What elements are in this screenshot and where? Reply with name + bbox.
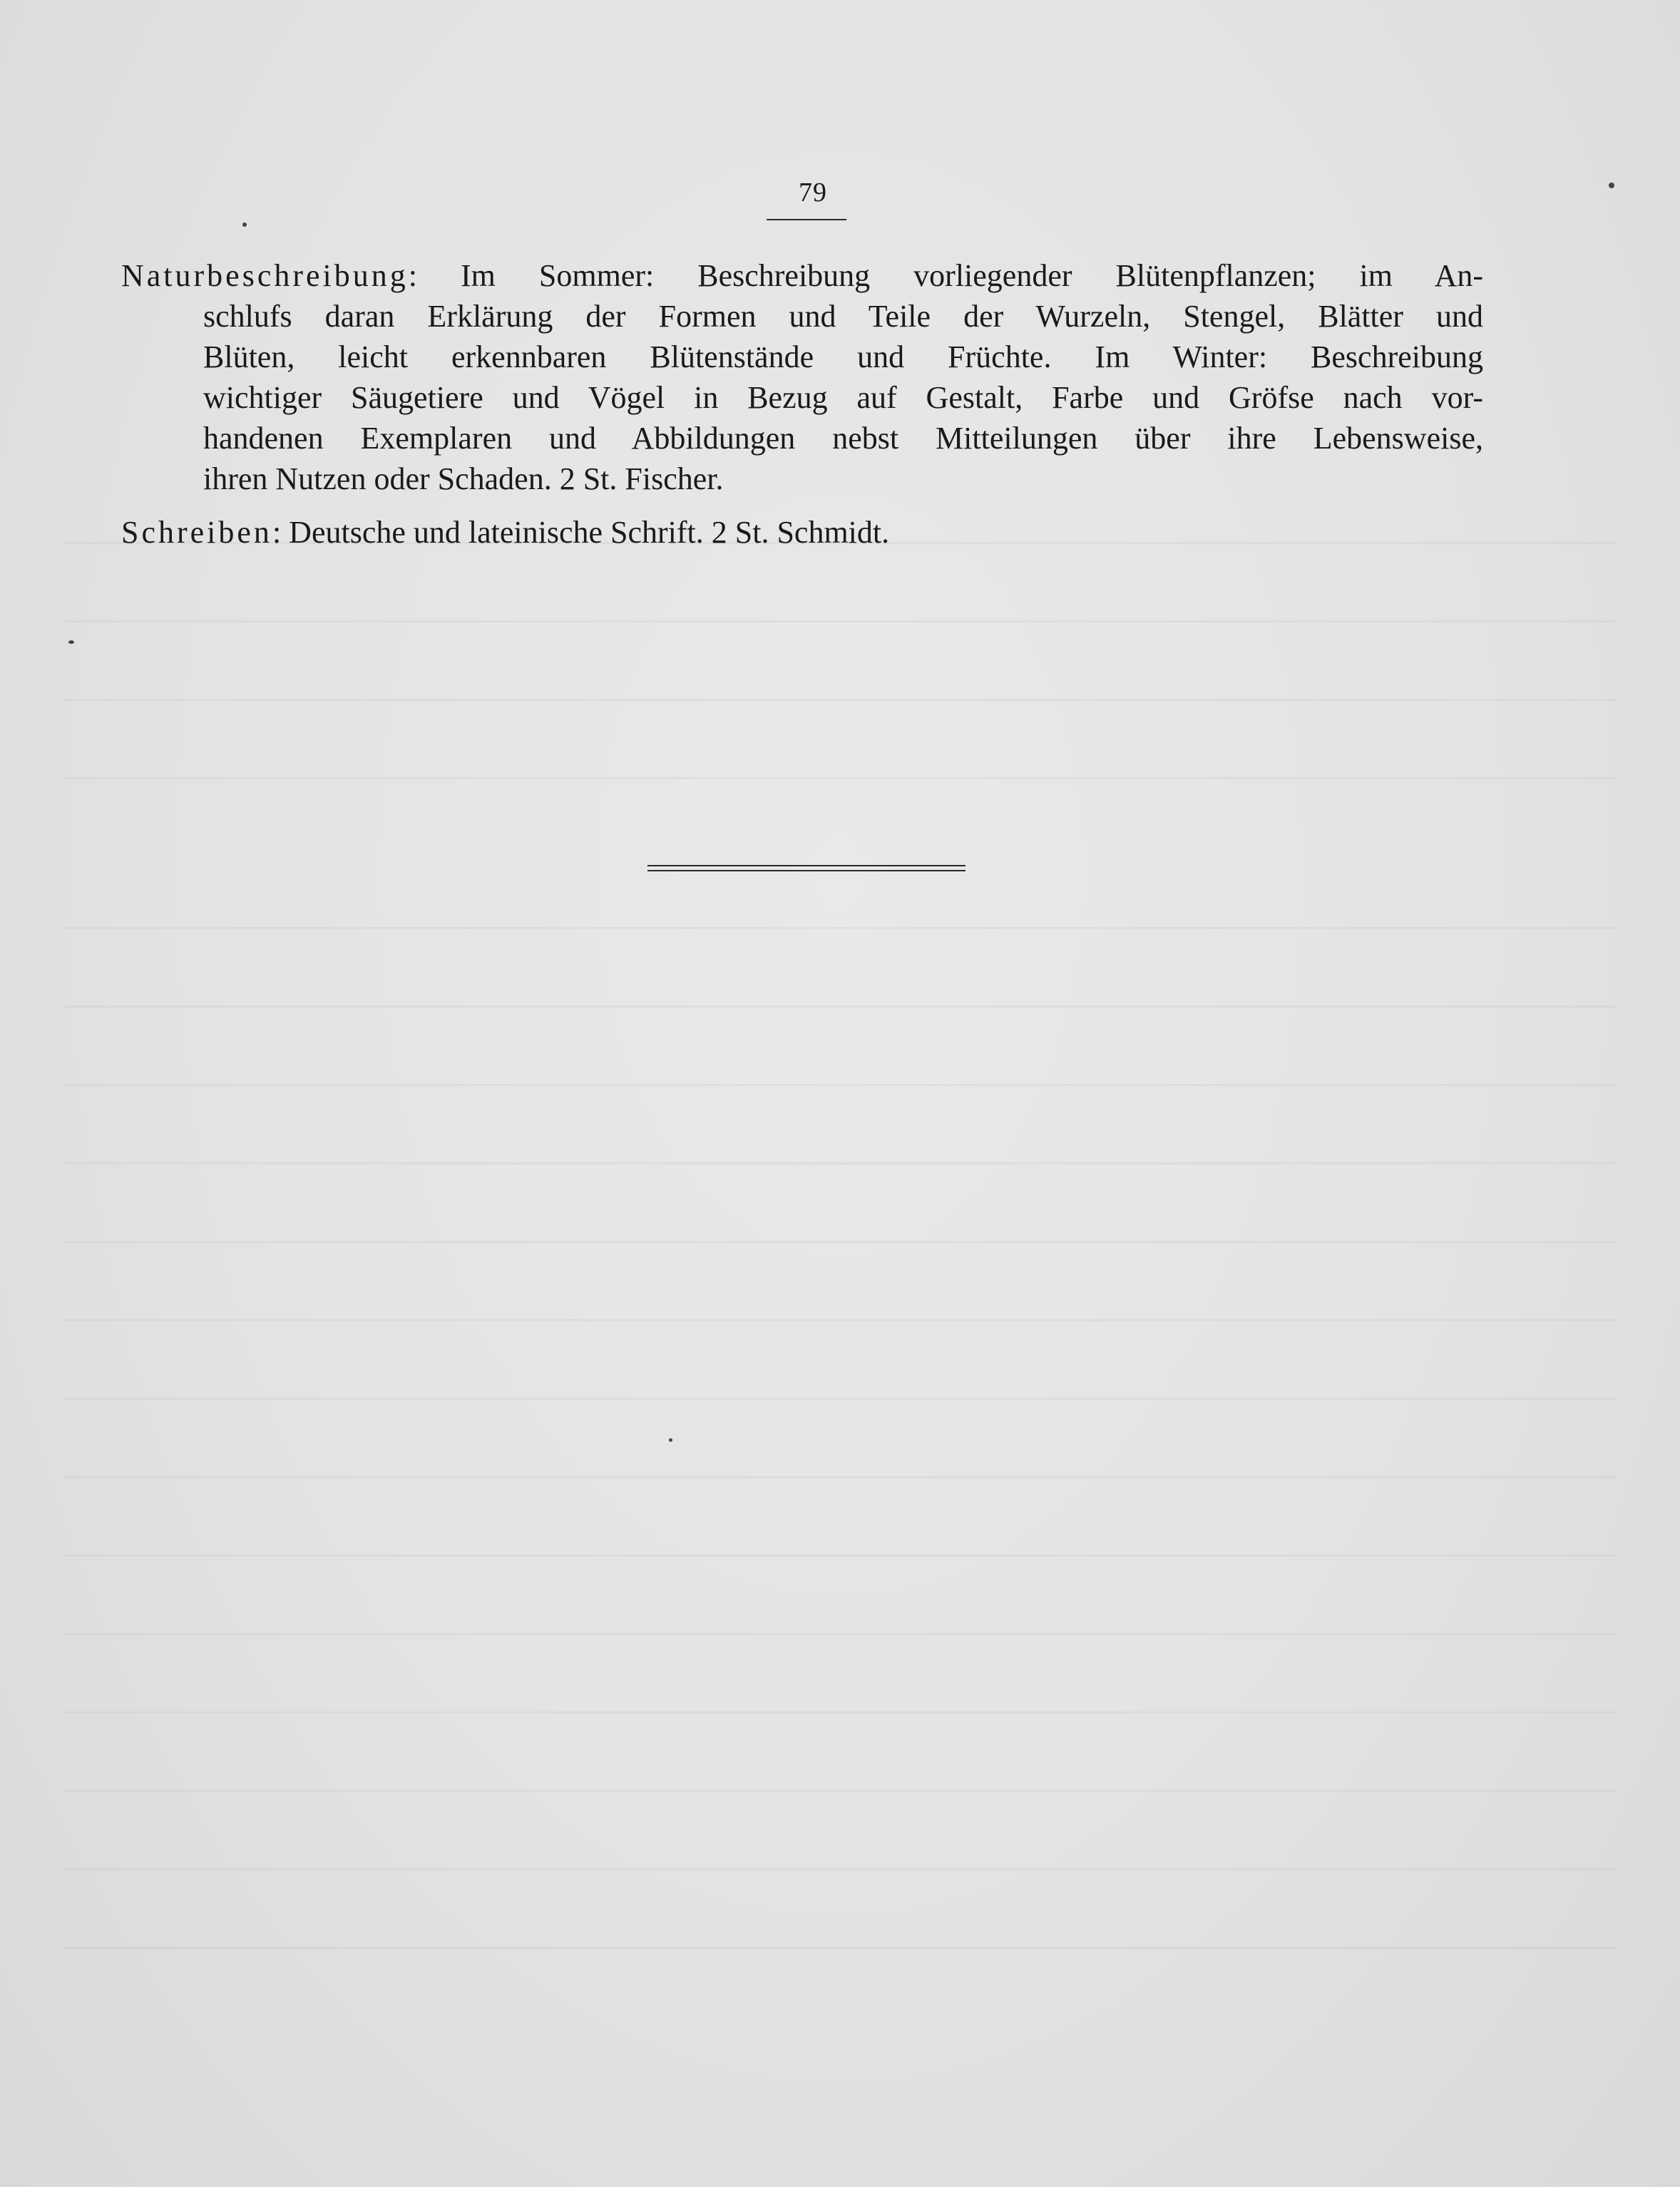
- separator-rule: [647, 870, 966, 871]
- entry-line: wichtiger Säugetiere und Vögel in Bezug auf Gestalt, Farbe und Gröfse nach vor-: [203, 380, 1483, 415]
- entry-line: [121, 255, 1483, 296]
- entry-line: ihren Nutzen oder Schaden. 2 St. Fischer.: [203, 461, 724, 496]
- bleed-through-line: [64, 1633, 1616, 1635]
- bleed-through-line: [64, 927, 1616, 929]
- bleed-through-line: [64, 1398, 1616, 1400]
- entry-text: : Deutsche und lateinische Schrift. 2 St. Schmidt.: [272, 515, 890, 550]
- page-number-rule: [767, 219, 846, 220]
- bleed-through-line: [64, 1162, 1616, 1164]
- print-speck: [1609, 183, 1614, 188]
- entry-line: [121, 512, 1483, 553]
- entry-line: Blüten, leicht erkennbaren Blütenstände und Früchte. Im Winter: Beschreibung: [203, 339, 1483, 374]
- bleed-through-line: [64, 1790, 1616, 1792]
- entry-heading: Naturbeschreibung: [121, 258, 409, 293]
- double-rule-separator: [647, 865, 966, 872]
- bleed-through-line: [64, 1005, 1616, 1008]
- bleed-through-line: [64, 1555, 1616, 1557]
- entry-heading: Schreiben: [121, 515, 272, 550]
- bleed-through-line: [64, 1711, 1616, 1714]
- print-speck: [242, 222, 247, 227]
- separator-rule: [647, 865, 966, 866]
- entry-line: schlufs daran Erklärung der Formen und Teile der Wurzeln, Stengel, Blätter und: [203, 299, 1483, 334]
- bleed-through-line: [64, 1476, 1616, 1478]
- bleed-through-line: [64, 699, 1616, 701]
- print-speck: [669, 1438, 672, 1442]
- entry-line: handenen Exemplaren und Abbildungen nebst Mitteilungen über ihre Lebensweise,: [203, 421, 1483, 456]
- bleed-through-line: [64, 620, 1616, 623]
- page-number: 79: [799, 178, 827, 208]
- print-speck: [68, 640, 74, 644]
- bleed-through-line: [64, 1241, 1616, 1243]
- bleed-through-line: [64, 1319, 1616, 1321]
- bleed-through-line: [64, 1947, 1616, 1949]
- bleed-through-line: [64, 1084, 1616, 1086]
- entry-schreiben: [121, 512, 1483, 553]
- bleed-through-line: [64, 1868, 1616, 1870]
- entry-text: : Im Sommer: Beschreibung vorliegender Blütenpflanzen; im An-: [408, 258, 1483, 293]
- bleed-through-line: [64, 777, 1616, 779]
- entry-naturbeschreibung: [121, 255, 1483, 499]
